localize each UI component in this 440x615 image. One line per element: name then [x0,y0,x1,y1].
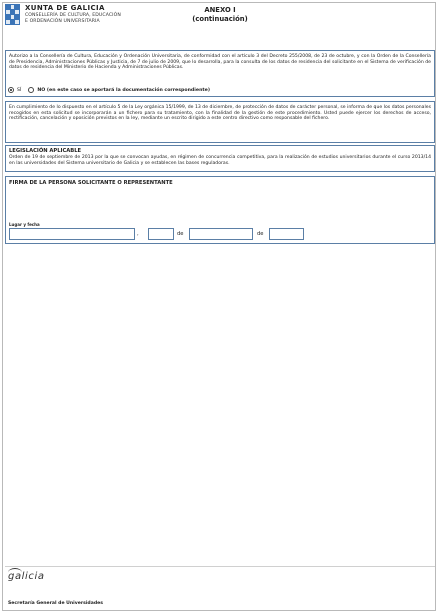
place-input[interactable] [9,228,135,240]
xunta-logo-icon [5,4,20,25]
day-input[interactable] [148,228,174,240]
signature-heading: FIRMA DE LA PERSONA SOLICITANTE O REPRESENTANTE [9,180,173,186]
brand-name: XUNTA DE GALICIA [25,4,105,12]
month-input[interactable] [189,228,253,240]
consent-no-label: NO (en este caso se aportará la documentación correspondiente) [37,87,210,93]
legislation-heading: LEGISLACIÓN APLICABLE [9,148,82,154]
conselleria-line-2: E ORDENACIÓN UNIVERSITARIA [25,18,100,24]
consent-options [8,87,210,93]
year-input[interactable] [269,228,304,240]
place-date-label: Lugar y fecha [9,222,40,227]
comma-separator: , [137,231,139,237]
document-header [5,4,435,30]
footer-department: Secretaría General de Universidades [8,601,103,606]
annex-title [185,6,255,24]
consent-yes-label: SÍ [17,87,22,93]
footer-divider [5,566,435,567]
consent-yes-radio[interactable] [8,87,14,93]
legislation-text: Orden de 19 de septiembre de 2013 por la que se convocan ayudas, en régimen de concurrencia competitiva, para la realización de estudios universitarios durante el curso 2013/14 en las universidades del Sistema universitario de Galicia y se establecen las bases reguladoras. [9,155,431,166]
annex-title-main: ANEXO I [204,6,236,14]
annex-title-sub: (continuación) [192,15,248,23]
de-separator-1: de [177,231,184,237]
conselleria-name [25,13,121,24]
conselleria-line-1: CONSELLERÍA DE CULTURA, EDUCACIÓN [25,13,121,18]
privacy-text: En cumplimiento de lo dispuesto en el artículo 5 de la Ley orgánica 15/1999, de 13 de diciembre, de protección de datos de carácter personal, se informa de que los datos personales recogidos en esta solicitud se incorporarán a un fichero para su tratamiento, con la finalidad de la gestión de este procedimiento. Usted puede ejercer los derechos de acceso, rectificación, cancelación y oposición previstos en la ley, mediante un escrito dirigido a este centro directivo como responsable del fichero. [9,105,431,122]
consent-no-radio[interactable] [28,87,34,93]
de-separator-2: de [257,231,264,237]
galicia-logo: galicia [8,571,45,582]
consent-text: Autorizo a la Consellería de Cultura, Educación y Ordenación Universitaria, de conformidad con el artículo 3 del Decreto 255/2008, de 23 de octubre, y con la Orden de la Consellería de Presidencia, Administraciones Públicas y Justicia, de 7 de julio de 2009, que lo desarrolla, para la consulta de los datos de residencia del solicitante en el Sistema de verificación de datos de residencia del Ministerio de Hacienda y Administraciones Públicas. [9,54,431,71]
